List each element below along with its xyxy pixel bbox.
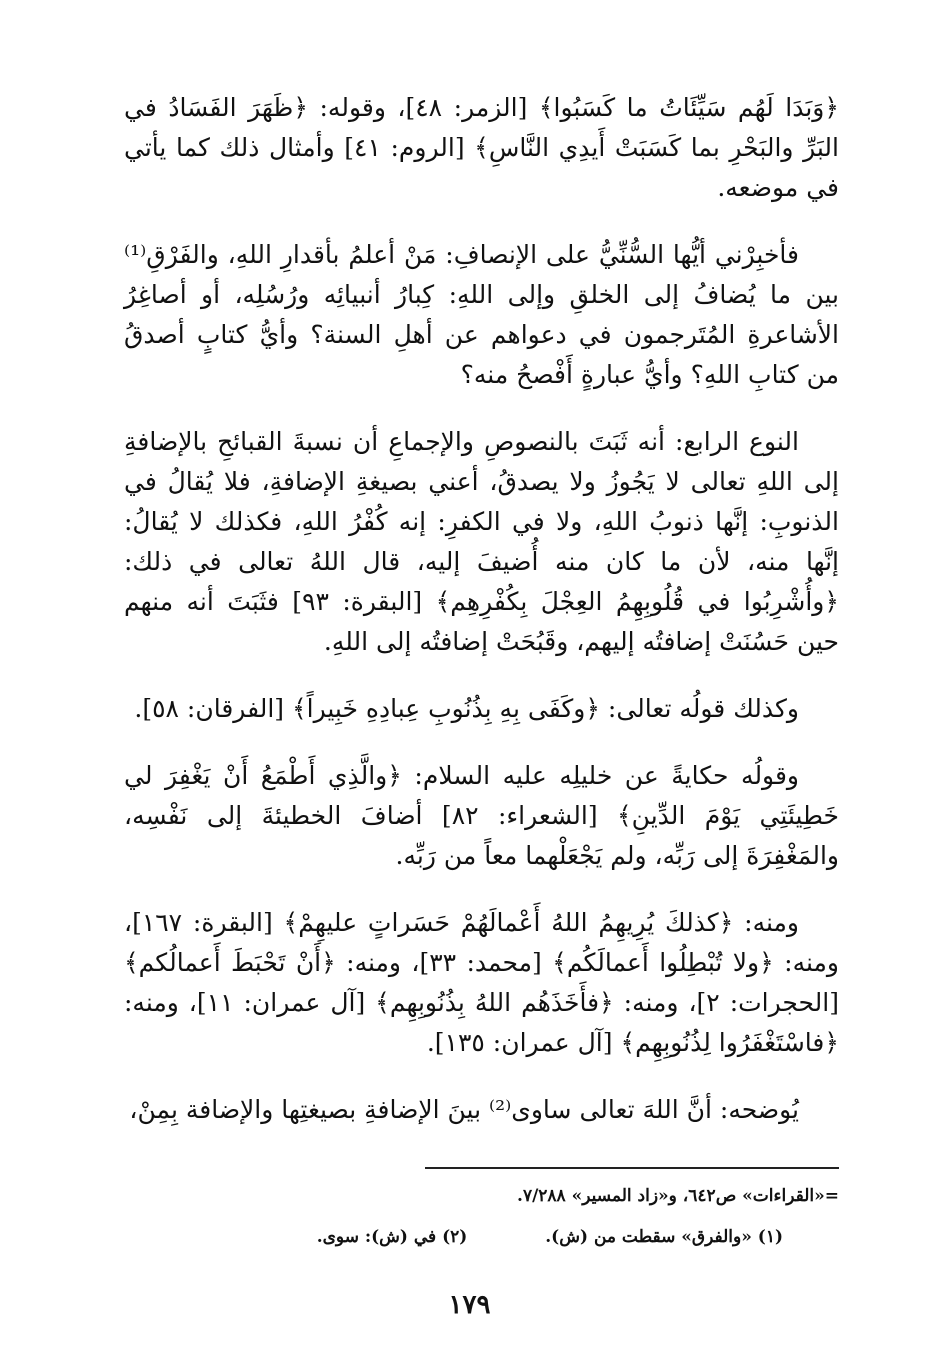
paragraph-7: يُوضحه: أنَّ اللهَ تعالى ساوى⁽²⁾ بينَ الإضافةِ بصيغتِها والإضافة بِمِنْ، [129, 1095, 799, 1124]
paragraph-2: فأخبِرْني أيُّها السُّنِّيُّ على الإنصافِ: مَنْ أعلمُ بأقدارِ اللهِ، والفَرْقِ⁽¹⁾ بين ما يُضافُ إلى الخلقِ وإلى اللهِ: كِبارُ أنبيائِه ورُسُلِه، أو أصاغِرُ الأشاعرةِ المُتَرجمون في دعواهم عن أهلِ السنة؟ وأيُّ كتابٍ أصدقُ من كتابِ اللهِ؟ وأيُّ عبارةٍ أَفْصحُ منه؟ [124, 240, 839, 389]
page-number: ١٧٩ [448, 1290, 491, 1320]
footnote-divider [425, 1167, 839, 1169]
paragraph-6: ومنه: ﴿كذلكَ يُرِيهِمُ اللهُ أَعْمالَهُمْ حَسَراتٍ عليهِمْ﴾ [البقرة: ١٦٧]، ومنه: ﴿ولا تُبْطِلُوا أَعمالَكُم﴾ [محمد: ٣٣]، ومنه: ﴿أَنْ تَحْبَطَ أَعمالُكم﴾ [الحجرات: ٢]، ومنه: ﴿فأَخَذَهُم اللهُ بِذُنُوبِهِم﴾ [آل عمران: ١١]، ومنه: ﴿فاسْتَغْفَرُوا لِذُنُوبِهِم﴾ [آل عمران: ١٣٥]. [124, 908, 839, 1057]
paragraph-1: ﴿وَبَدَا لَهُم سَيِّئَاتُ ما كَسَبُوا﴾ [الزمر: ٤٨]، وقوله: ﴿ظَهَرَ الفَسَادُ في البَرِّ والبَحْرِ بما كَسَبَتْ أَيدِي النَّاسِ﴾ [الروم: ٤١] وأمثال ذلك كما يأتي في موضعه. [124, 93, 839, 202]
footnote-2: (٢) في (ش): سوى. [316, 1227, 468, 1247]
paragraph-4: وكذلك قولُه تعالى: ﴿وكَفَى بِهِ بِذُنُوبِ عِبادِهِ خَبِيراً﴾ [الفرقان: ٥٨]. [134, 694, 799, 723]
footnote-1: (١) «والفرق» سقطت من (ش). [545, 1227, 783, 1247]
main-text [124, 88, 839, 1130]
paragraph-3: النوع الرابع: أنه ثَبَتَ بالنصوصِ والإجماعِ أن نسبةَ القبائحِ بالإضافةِ إلى اللهِ تعالى لا يَجُوزُ ولا يصدقُ، أعني بصيغةِ الإضافةِ، فلا يُقالُ في الذنوبِ: إنَّها ذنوبُ اللهِ، ولا في الكفرِ: إنه كُفْرُ اللهِ، فكذلك لا يُقالُ: إنَّها منه، لأن ما كان منه أُضيفَ إليه، قال اللهُ تعالى في ذلك: ﴿وأُشْرِبُوا في قُلُوبِهِمُ العِجْلَ بِكُفْرِهِم﴾ [البقرة: ٩٣] فثَبَتَ أنه منهم حين حَسُنَتْ إضافتُه إليهم، وقَبُحَتْ إضافتُه إلى اللهِ. [124, 427, 839, 656]
footnotes [124, 1224, 839, 1250]
paragraph-5: وقولُه حكايةً عن خليلِه عليه السلام: ﴿والَّذِي أَطْمَعُ أَنْ يَغْفِرَ لي خَطِيئَتِي يَوْمَ الدِّينِ﴾ [الشعراء: ٨٢] أضافَ الخطيئةَ إلى نَفْسِه، والمَغْفِرَةَ إلى رَبِّه، ولم يَجْعَلْهما معاً من رَبِّه. [124, 761, 839, 870]
footnote-continuation: =«القراءات» ص٦٤٢، و«زاد المسير» ٧/٢٨٨. [517, 1186, 839, 1206]
